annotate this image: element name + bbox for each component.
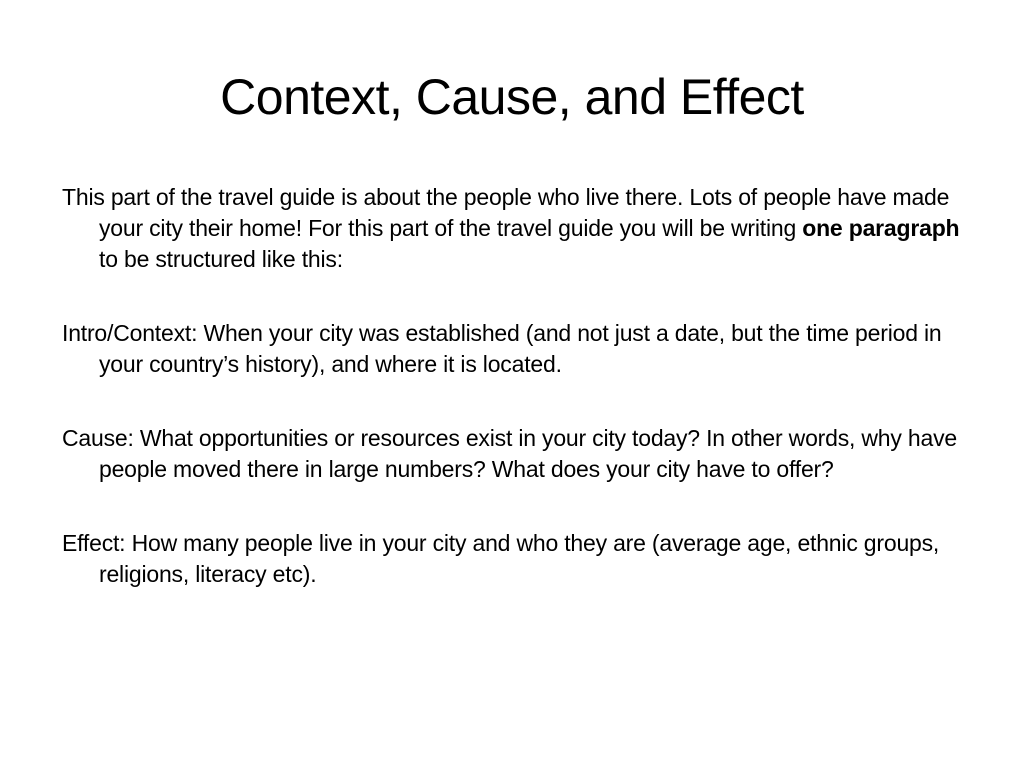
cause-paragraph: Cause: What opportunities or resources exist in your city today? In other words, why have people moved there in large numbers? What does your city have to offer? [62,425,957,482]
intro-paragraph [62,182,982,275]
effect-paragraph: Effect: How many people live in your city and who they are (average age, ethnic groups, religions, literacy etc). [62,530,940,587]
intro-text-start: This part of the travel guide is about the people who live there. Lots of people have made your city their home! For this part of the travel guide you will be writing [62,184,950,241]
slide-body [62,182,982,590]
slide-title: Context, Cause, and Effect [220,69,804,125]
context-paragraph: Intro/Context: When your city was established (and not just a date, but the time period in your country’s history), and where it is located. [62,320,942,377]
intro-bold-text: one paragraph [802,215,960,241]
intro-text-end: to be structured like this: [99,246,343,272]
